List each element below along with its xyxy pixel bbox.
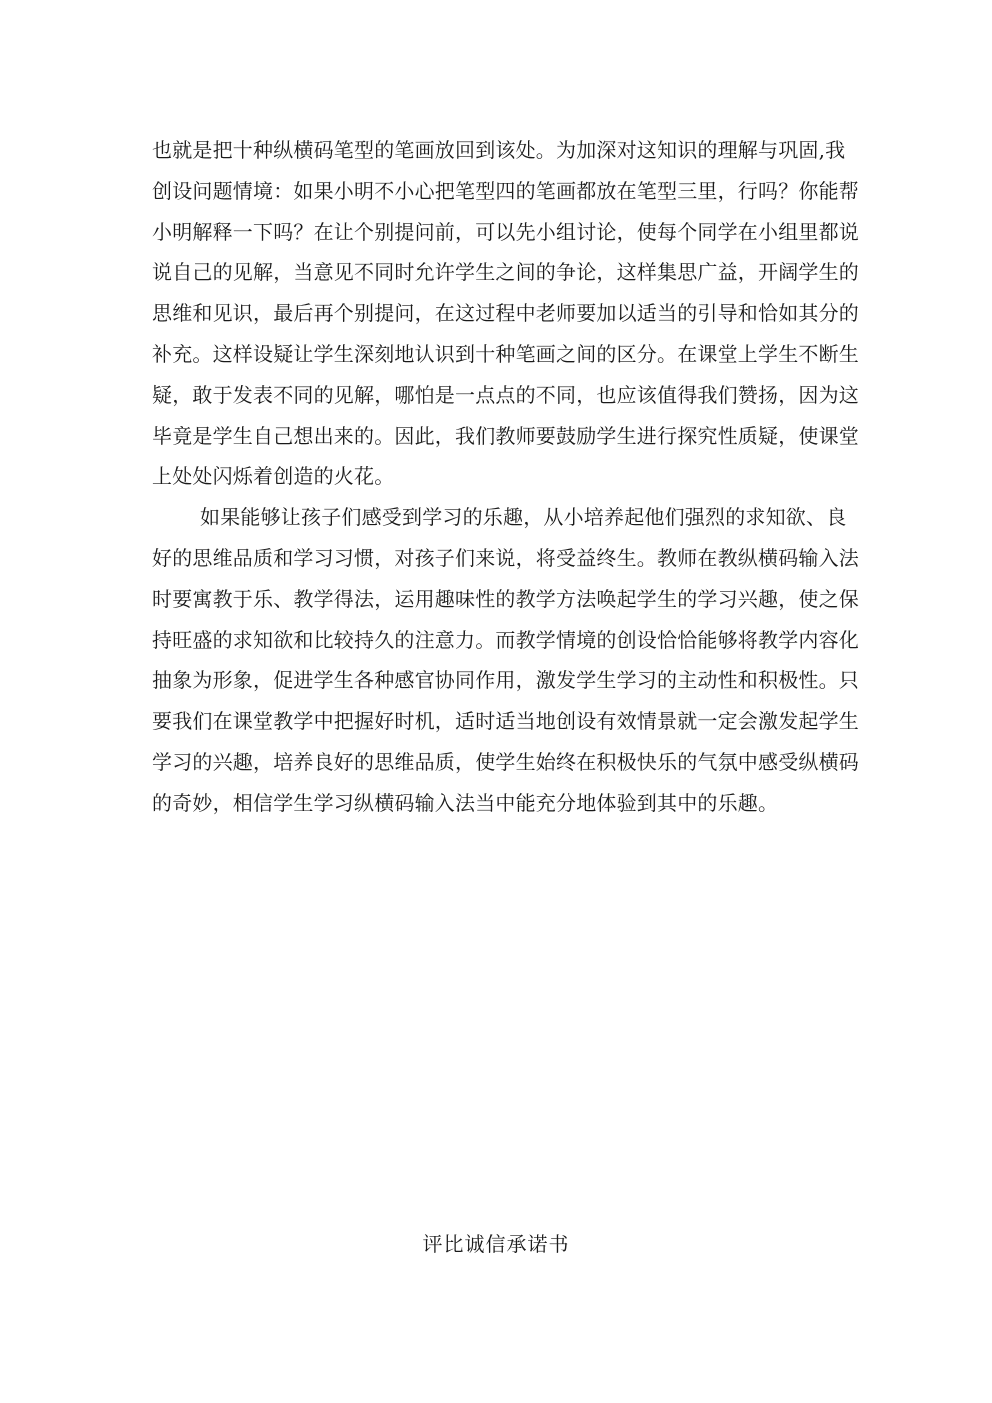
- text-line: 也就是把十种纵横码笔型的笔画放回到该处。为加深对这知识的理解与巩固,我: [152, 138, 846, 162]
- text-line: 小明解释一下吗？在让个别提问前，可以先小组讨论，使每个同学在小组里都说: [152, 219, 859, 244]
- text-line: 学习的兴趣，培养良好的思维品质，使学生始终在积极快乐的气氛中感受纵横码: [152, 749, 859, 774]
- text-line: 思维和见识，最后再个别提问，在这过程中老师要加以适当的引导和恰如其分的: [152, 301, 859, 326]
- footer-title: 评比诚信承诺书: [422, 1232, 570, 1256]
- text-line: 如果能够让孩子们感受到学习的乐趣，从小培养起他们强烈的求知欲、良: [200, 505, 847, 530]
- text-line: 上处处闪烁着创造的火花。: [152, 464, 395, 489]
- text-line: 毕竟是学生自己想出来的。因此，我们教师要鼓励学生进行探究性质疑，使课堂: [152, 423, 859, 448]
- text-line: 补充。这样设疑让学生深刻地认识到十种笔画之间的区分。在课堂上学生不断生: [152, 341, 859, 366]
- text-line: 抽象为形象，促进学生各种感官协同作用，激发学生学习的主动性和积极性。只: [152, 668, 859, 693]
- text-line: 时要寓教于乐、教学得法，运用趣味性的教学方法唤起学生的学习兴趣，使之保: [152, 586, 859, 611]
- text-line: 要我们在课堂教学中把握好时机，适时适当地创设有效情景就一定会激发起学生: [152, 709, 859, 734]
- text-line: 创设问题情境：如果小明不小心把笔型四的笔画都放在笔型三里，行吗？你能帮: [152, 178, 859, 203]
- text-line: 说自己的见解，当意见不同时允许学生之间的争论，这样集思广益，开阔学生的: [152, 260, 859, 285]
- text-line: 的奇妙，相信学生学习纵横码输入法当中能充分地体验到其中的乐趣。: [152, 790, 779, 815]
- paragraph: [152, 130, 859, 497]
- text-line: 好的思维品质和学习习惯，对孩子们来说，将受益终生。教师在教纵横码输入法: [152, 545, 859, 570]
- text-line: 疑，敢于发表不同的见解，哪怕是一点点的不同，也应该值得我们赞扬，因为这: [152, 382, 859, 407]
- paragraph: [152, 497, 859, 823]
- body-text: [152, 130, 859, 824]
- text-line: 持旺盛的求知欲和比较持久的注意力。而教学情境的创设恰恰能够将教学内容化: [152, 627, 859, 652]
